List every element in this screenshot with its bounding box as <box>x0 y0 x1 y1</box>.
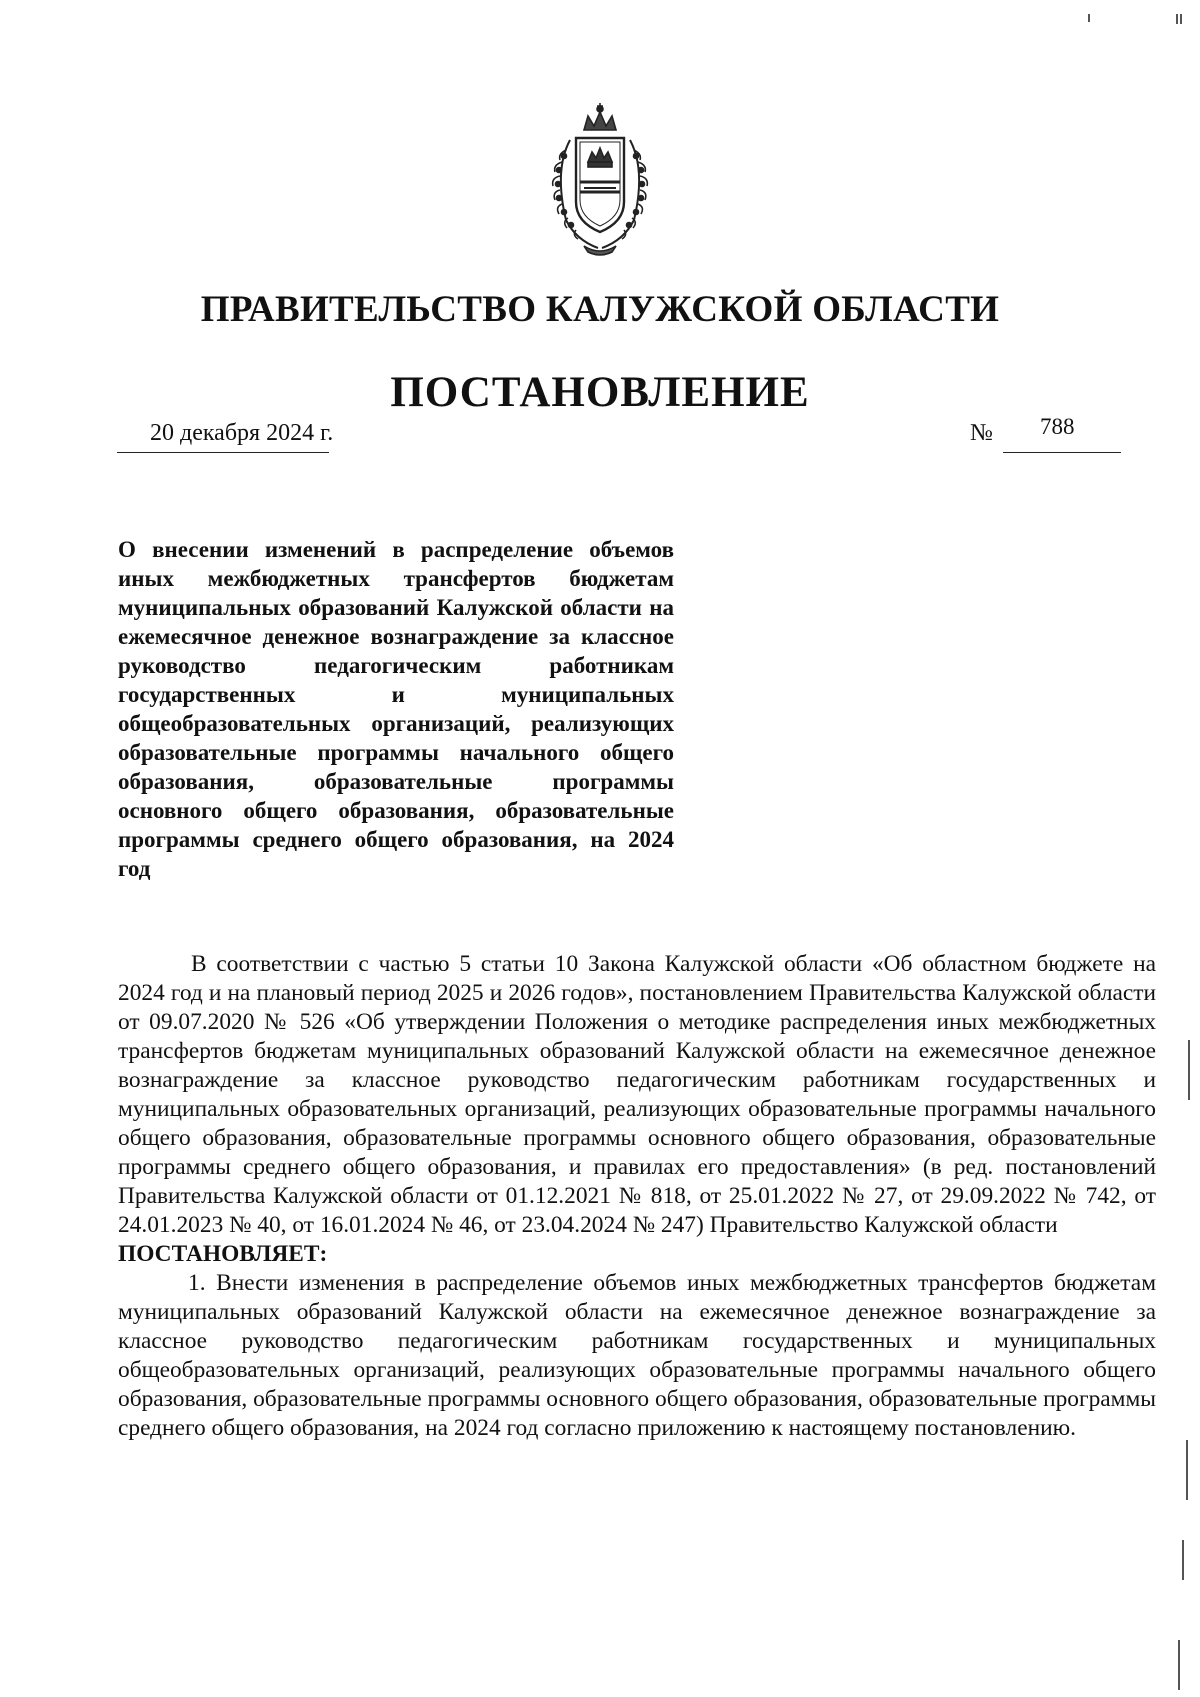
government-title: ПРАВИТЕЛЬСТВО КАЛУЖСКОЙ ОБЛАСТИ <box>200 289 1000 330</box>
scan-artifact <box>1188 1040 1190 1100</box>
document-subject: О внесении изменений в распределение объемов иных межбюджетных трансфертов бюджетам муниципальных образований Калужской области на ежемесячное денежное вознаграждение за классное руководство педагогическим работникам государственных и муниципальных общеобразовательных организаций, реализующих образовательные программы начального общего образования, образовательные программы основного общего образования, образовательные программы среднего общего образования, на 2024 год <box>118 537 674 881</box>
scan-artifact <box>1088 14 1090 22</box>
number-sign: № <box>970 420 993 446</box>
scan-artifact <box>1180 14 1182 24</box>
item-1-paragraph <box>118 1269 1156 1443</box>
document-type-heading: ПОСТАНОВЛЕНИЕ <box>390 369 810 416</box>
scan-artifact <box>1186 1440 1188 1500</box>
document-date: 20 декабря 2024 г. <box>150 420 334 446</box>
number-field <box>1003 414 1121 453</box>
date-field <box>117 420 334 453</box>
scan-artifact <box>1178 1640 1180 1690</box>
item-1-text: 1. Внести изменения в распределение объемов иных межбюджетных трансфертов бюджетам муниципальных образований Калужской области на ежемесячное денежное вознаграждение за классное руководство педагогическим работникам государственных и муниципальных общеобразовательных организаций, реализующих образовательные программы начального общего образования, образовательные программы основного общего образования, образовательные программы среднего общего образования, на 2024 год согласно приложению к настоящему постановлению. <box>118 1270 1156 1441</box>
coat-of-arms-icon <box>540 100 660 260</box>
document-body <box>118 950 1156 1443</box>
preamble-text: В соответствии с частью 5 статьи 10 Закона Калужской области «Об областном бюджете на 2024 год и на плановый период 2025 и 2026 годов», постановлением Правительства Калужской области от 09.07.2020 № 526 «Об утверждении Положения о методике распределения иных межбюджетных трансфертов бюджетам муниципальных образований Калужской области на ежемесячное денежное вознаграждение за классное руководство педагогическим работникам государственных и муниципальных образовательных организаций, реализующих образовательные программы начального общего образования, образовательные программы основного общего образования, образовательные программы среднего общего образования, и правилах его предоставления» (в ред. постановлений Правительства Калужской области от 01.12.2021 № 818, от 25.01.2022 № 27, от 29.09.2022 № 742, от 24.01.2023 № 40, от 16.01.2024 № 46, от 23.04.2024 № 247) Правительство Калужской области <box>118 951 1156 1238</box>
scan-artifact <box>1176 14 1178 24</box>
document-number: 788 <box>1040 414 1075 439</box>
scan-artifact <box>1182 1540 1184 1580</box>
resolves-keyword: ПОСТАНОВЛЯЕТ: <box>118 1241 328 1267</box>
preamble-paragraph <box>118 950 1156 1240</box>
resolves-line <box>118 1240 1156 1269</box>
